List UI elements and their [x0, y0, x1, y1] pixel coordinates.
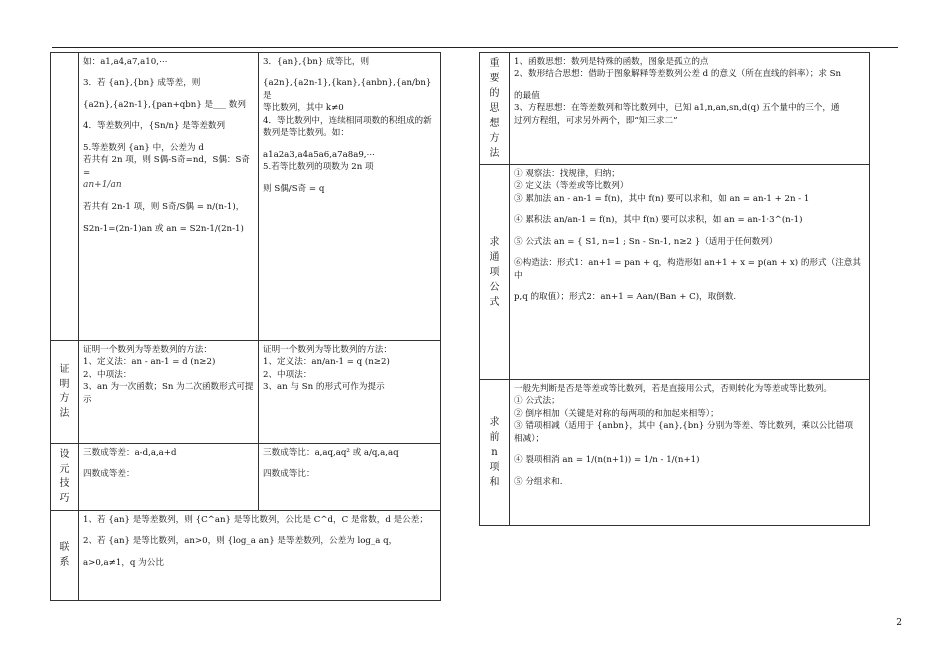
thinking-label-cell	[480, 53, 510, 165]
sum-label-cell	[480, 380, 510, 526]
text-line: a1a2a3,a4a5a6,a7a8a9,⋯	[263, 149, 376, 160]
props-label-cell	[51, 53, 79, 341]
text-line: 3、方程思想：在等差数列和等比数列中，已知 a1,n,an,sn,d(q) 五个量中的三个，通	[514, 103, 840, 114]
text-line: 3．{an},{bn} 成等比，则	[263, 57, 370, 67]
text-line: a>0,a≠1，q 为公比	[83, 557, 164, 568]
text-line: 2、数形结合思想：借助于图象解释等差数列公差 d 的意义（所在直线的斜率）；求 Sn	[514, 69, 842, 80]
text-line: p,q 的取值）；形式2：an+1 = Aan/(Ban + C)，取倒数.	[514, 292, 737, 303]
text-line: 证明一个数列为等比数列的方法：	[263, 345, 392, 355]
text-line: 如：a1,a4,a7,a10,⋯	[83, 57, 168, 67]
arithmetic-proof-cell	[79, 341, 259, 444]
text-line: 3．若 {an},{bn} 成等差，则	[83, 78, 201, 89]
text-line: 1、函数思想：数列是特殊的函数，图象是孤立的点	[514, 57, 709, 67]
text-line: {a2n},{a2n-1},{kan},{anbn},{an/bn} 是	[263, 78, 432, 101]
text-line: 等比数列，其中 k≠0	[263, 103, 344, 114]
relation-label: 联系	[51, 511, 79, 601]
text-line: 的最值	[514, 90, 540, 101]
text-line: S2n-1=(2n-1)an 或 an = S2n-1/(2n-1)	[83, 223, 244, 234]
text-line: 2、中项法：	[83, 369, 132, 380]
text-line: 四数成等比：	[263, 469, 315, 480]
text-line: 相减）；	[514, 433, 545, 444]
text-line: ③ 错项相减（适用于 {anbn}，其中 {an},{bn} 分别为等差、等比数列，乘以公比错项	[514, 421, 854, 432]
text-line: 1、定义法：an - an-1 = d (n≥2)	[83, 357, 216, 368]
text-line: 三数成等比：a,aq,aq² 或 a/q,a,aq	[263, 448, 399, 458]
sum-label: 求前n项和	[489, 417, 500, 488]
header-rule	[52, 47, 898, 48]
general-term-label: 求通项公式	[489, 236, 500, 308]
arithmetic-props-cell	[79, 53, 259, 341]
text-line: 证明一个数列为等差数列的方法：	[83, 345, 212, 355]
sum-cell	[510, 380, 870, 526]
text-line: 3、an 与 Sn 的形式可作为提示	[263, 382, 385, 393]
text-line: 若共有 2n 项，则 S偶-S奇=nd，S偶：S奇=	[83, 155, 251, 178]
text-line: an+1/an	[83, 180, 122, 191]
text-line: 1、若 {an} 是等差数列，则 {C^an} 是等比数列，公比是 C^d，C 是常数，d 是公差；	[83, 515, 428, 525]
set-elem-label: 设元技巧	[51, 444, 79, 511]
text-line: 5.若等比数列的项数为 2n 项	[263, 162, 374, 173]
text-line: 3、an 为一次函数；Sn 为二次函数形式可提示	[83, 382, 254, 405]
text-line: 4．等差数列中，{Sn/n} 是等差数列	[83, 121, 226, 132]
text-line: 5.等差数列 {an} 中，公差为 d	[83, 142, 204, 153]
left-table	[50, 52, 441, 601]
text-line: ② 倒序相加（关键是对称的每两项的和加起来相等）；	[514, 408, 719, 419]
text-line: 2、中项法：	[263, 369, 312, 380]
proof-label: 证明方法	[51, 341, 79, 444]
general-term-label-cell	[480, 165, 510, 380]
thinking-cell	[510, 53, 870, 165]
text-line: 四数成等差：	[83, 469, 135, 480]
text-line: 一般先判断是否是等差或等比数列，若是直接用公式，否则转化为等差或等比数列。	[514, 384, 832, 394]
text-line: 则 S偶/S奇 = q	[263, 183, 325, 194]
text-line: ① 公式法；	[514, 396, 560, 407]
relation-cell	[79, 511, 441, 601]
text-line: ④ 累积法 an/an-1 = f(n)，其中 f(n) 要可以求积，如 an = an-1·3^(n-1)	[514, 215, 803, 226]
general-term-cell	[510, 165, 870, 380]
text-line: {a2n},{a2n-1},{pan+qbn} 是___ 数列	[83, 99, 246, 110]
arithmetic-set-cell	[79, 444, 259, 511]
text-line: ⑤ 分组求和.	[514, 476, 563, 487]
text-line: 1、定义法：an/an-1 = q (n≥2)	[263, 357, 390, 368]
right-table	[479, 52, 870, 526]
text-line: 4．等比数列中，连续相同项数的积组成的新数列是等比数列。如：	[263, 115, 432, 139]
text-line: 过列方程组，可求另外两个，即“知三求二”	[514, 115, 678, 126]
geometric-props-cell	[259, 53, 441, 341]
text-line: ② 定义法（等差或等比数列）	[514, 181, 629, 192]
text-line: ⑥构造法：形式1：an+1 = pan + q，构造形如 an+1 + x = p(an + x) 的形式（注意其中	[514, 258, 861, 281]
geometric-set-cell	[259, 444, 441, 511]
thinking-label: 重要的思想方法	[489, 58, 500, 159]
page-number: 2	[896, 618, 902, 628]
text-line: ③ 累加法 an - an-1 = f(n)，其中 f(n) 要可以求和，如 an = an-1 + 2n - 1	[514, 193, 810, 204]
text-line: 若共有 2n-1 项，则 S奇/S偶 = n/(n-1)，	[83, 202, 245, 213]
geometric-proof-cell	[259, 341, 441, 444]
text-line: 三数成等差：a-d,a,a+d	[83, 448, 177, 458]
text-line: ⑤ 公式法 an = { S1, n=1 ; Sn - Sn-1, n≥2 }（适用于任何数列）	[514, 236, 778, 247]
text-line: 2、若 {an} 是等比数列，an>0，则 {log_a an} 是等差数列，公差为 log_a q，	[83, 536, 398, 547]
text-line: ① 观察法：找规律，归纳；	[514, 169, 620, 179]
text-line: ④ 裂项相消 an = 1/(n(n+1)) = 1/n - 1/(n+1)	[514, 455, 700, 466]
